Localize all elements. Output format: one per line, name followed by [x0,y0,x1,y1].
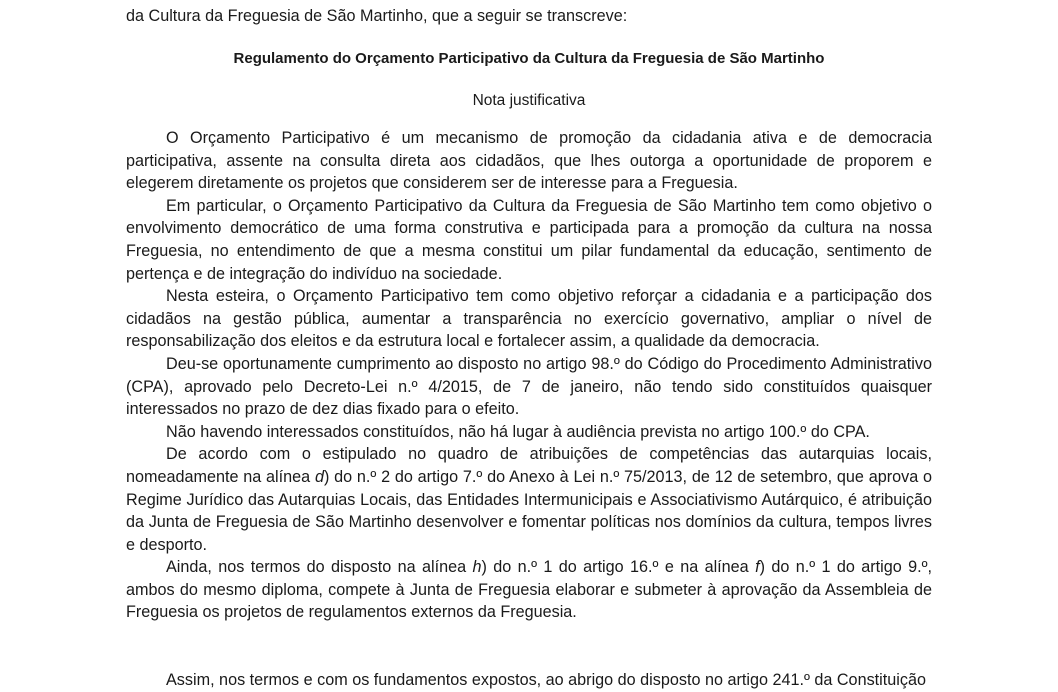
document-body [126,127,932,624]
paragraph-4: Deu-se oportunamente cumprimento ao disposto no artigo 98.º do Código do Procedimento Administrativo (CPA), aprovado pelo Decreto-Lei n.º 4/2015, de 7 de janeiro, não tendo sido constituídos quaisquer interessados no prazo de dez dias fixado para o efeito. [126,354,932,419]
paragraph-6-text-b: ) do n.º 2 do artigo 7.º do Anexo à Lei n.º 75/2013, de 12 de setembro, que aprova o Regime Jurídico das Autarquias Locais, das Entidades Intermunicipais e Associativismo Autárquico, é atribuição da Junta de Freguesia de São Martinho desenvolver e fomentar políticas nos domínios da cultura, tempos livres e desporto. [126,467,932,554]
bottom-partial-line: Assim, nos termos e com os fundamentos expostos, ao abrigo do disposto no artigo 241.º da Constituição [166,671,926,689]
paragraph-7-text-b: ) do n.º 1 do artigo 16.º e na alínea [481,558,756,577]
intro-line: da Cultura da Freguesia de São Martinho, que a seguir se transcreve: [126,7,628,25]
paragraph-3: Nesta esteira, o Orçamento Participativo tem como objetivo reforçar a cidadania e a participação dos cidadãos na gestão pública, aumentar a transparência no exercício governativo, ampliar o nível de responsabilização dos eleitos e da estrutura local e fortalecer assim, a qualidade da democracia. [126,287,932,351]
paragraph-1: O Orçamento Participativo é um mecanismo de promoção da cidadania ativa e de democracia participativa, assente na consulta direta aos cidadãos, que lhes outorga a oportunidade de proporem e elegerem diretamente os projetos que considerem ser de interesse para a Freguesia. [126,129,932,193]
document-title: Regulamento do Orçamento Participativo da Cultura da Freguesia de São Martinho [233,50,825,67]
paragraph-7-italic-b: f [755,558,760,577]
paragraph-2: Em particular, o Orçamento Participativo da Cultura da Freguesia de São Martinho tem como objetivo o envolvimento democrático de uma forma construtiva e participada para a promoção da cultura na nossa Freguesia, no entendimento de que a mesma constitui um pilar fundamental da educação, sentimento de pertença e de integração do indivíduo na sociedade. [126,196,932,283]
paragraph-7-italic-a: h [472,558,482,577]
paragraph-7 [126,556,932,624]
paragraph-7-text-c: ) do n.º 1 do artigo 9.º, ambos do mesmo diploma, compete à Junta de Freguesia elaborar e submeter à aprovação da Assembleia de Freguesia os projetos de regulamentos externos da Freguesia. [126,558,933,622]
document-subtitle: Nota justificativa [472,92,586,109]
paragraph-6 [126,443,932,556]
paragraph-5: Não havendo interessados constituídos, não há lugar à audiência prevista no artigo 100.º do CPA. [166,422,870,441]
paragraph-6-text-a: De acordo com o estipulado no quadro de atribuições de competências das autarquias locais, nomeadamente na alínea [126,445,932,486]
paragraph-7-text-a: Ainda, nos termos do disposto na alínea [166,558,473,577]
paragraph-6-italic-a: d [314,467,324,486]
